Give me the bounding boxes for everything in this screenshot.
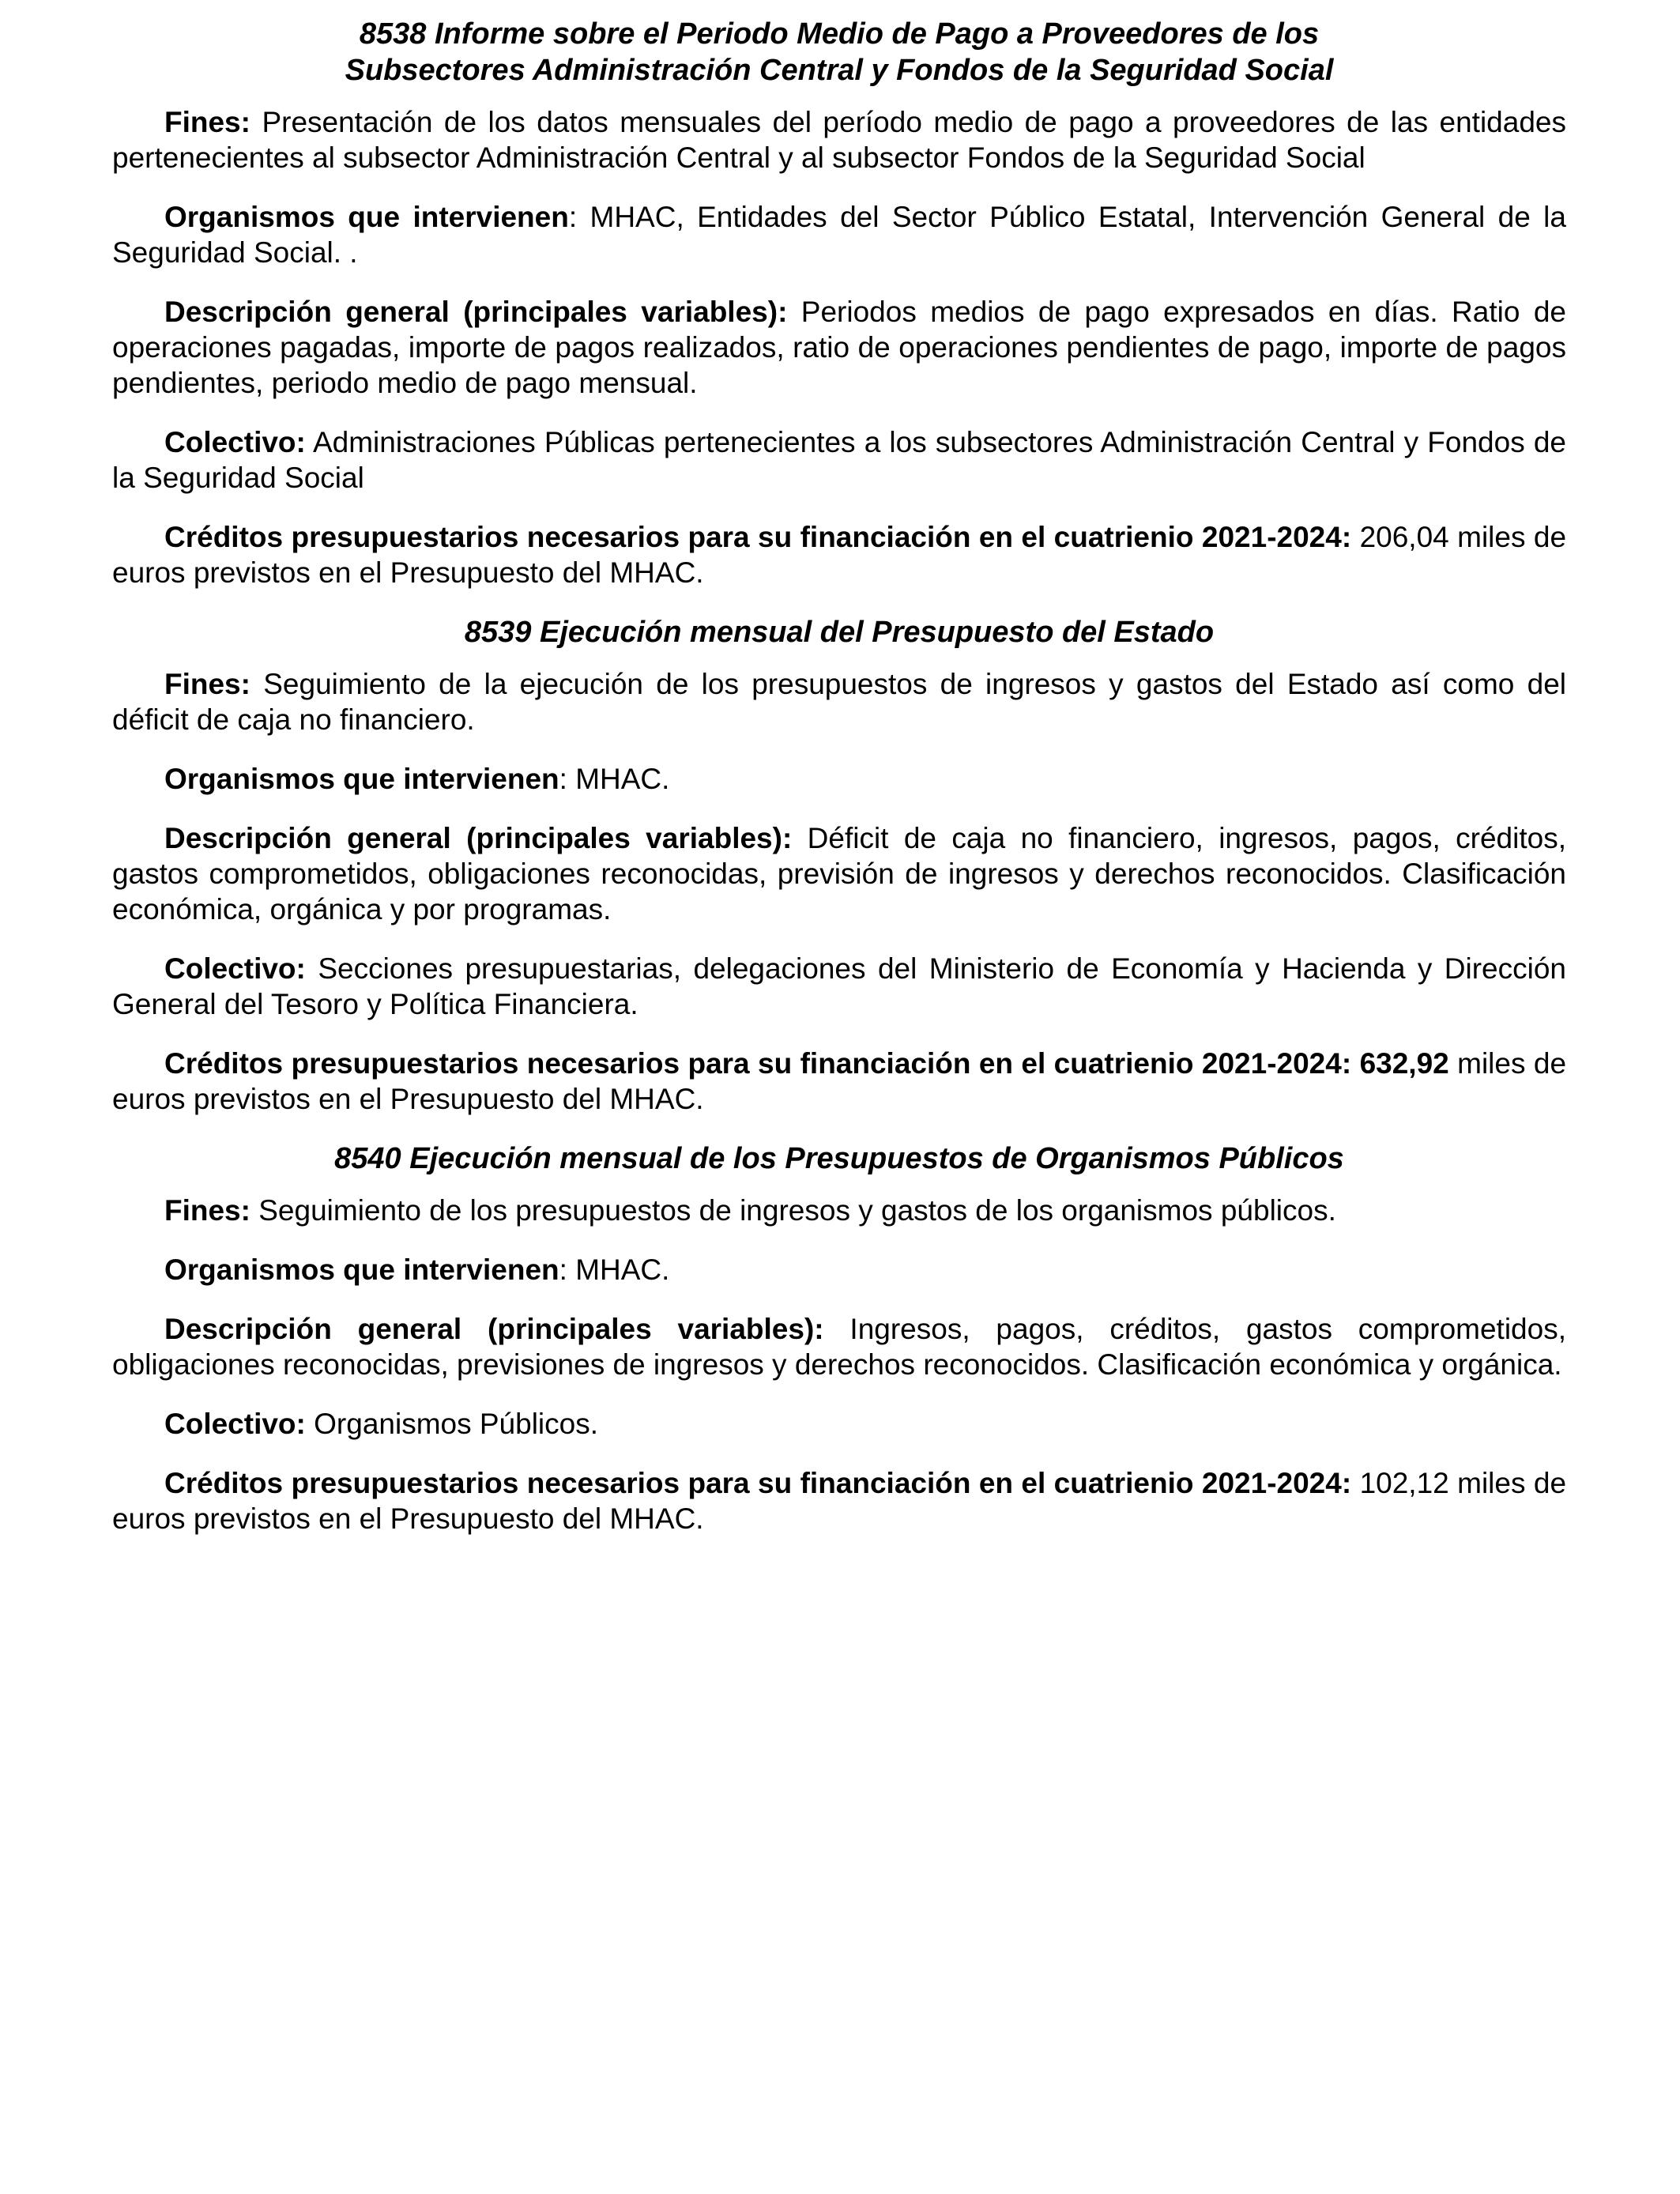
colectivo-paragraph [112, 1406, 1566, 1442]
section-title-line: 8540 Ejecución mensual de los Presupuestos de Organismos Públicos [334, 1142, 1344, 1175]
section-8539 [112, 614, 1566, 1117]
organismos-text: : MHAC. [559, 1253, 670, 1286]
descripcion-paragraph [112, 820, 1566, 927]
colectivo-paragraph [112, 951, 1566, 1022]
fines-paragraph [112, 104, 1566, 175]
creditos-amount: 206,04 [1359, 521, 1449, 553]
creditos-amount: 102,12 [1359, 1467, 1449, 1499]
organismos-text: : MHAC, Entidades del Sector Público Estatal, Intervención General de la Seguridad Social. . [112, 201, 1566, 269]
fines-label: Fines: [164, 106, 250, 138]
creditos-label: Créditos presupuestarios necesarios para su financiación en el cuatrienio 2021-2024: [164, 1047, 1352, 1080]
organismos-label: Organismos que intervienen [164, 763, 559, 795]
creditos-label: Créditos presupuestarios necesarios para su financiación en el cuatrienio 2021-2024: [164, 521, 1352, 553]
organismos-paragraph [112, 761, 1566, 797]
fines-label: Fines: [164, 1194, 250, 1227]
fines-text: Seguimiento de los presupuestos de ingresos y gastos de los organismos públicos. [258, 1194, 1336, 1227]
creditos-label: Créditos presupuestarios necesarios para su financiación en el cuatrienio 2021-2024: [164, 1467, 1352, 1499]
fines-text: Presentación de los datos mensuales del período medio de pago a proveedores de las entidades pertenecientes al subsector Administración Central y al subsector Fondos de la Seguridad Social [112, 106, 1566, 174]
descripcion-text: Ingresos, pagos, créditos, gastos comprometidos, obligaciones reconocidas, previsiones de ingresos y derechos reconocidos. Clasificación económica y orgánica. [112, 1313, 1566, 1381]
fines-paragraph [112, 1193, 1566, 1228]
section-title [112, 16, 1566, 89]
organismos-paragraph [112, 1252, 1566, 1287]
descripcion-text: Periodos medios de pago expresados en días. Ratio de operaciones pagadas, importe de pagos realizados, ratio de operaciones pendientes de pago, importe de pagos pendientes, periodo medio de pago mensual. [112, 296, 1566, 399]
fines-label: Fines: [164, 668, 250, 700]
organismos-label: Organismos que intervienen [164, 201, 569, 233]
organismos-paragraph [112, 199, 1566, 270]
colectivo-text: Administraciones Públicas pertenecientes a los subsectores Administración Central y Fondos de la Seguridad Social [112, 426, 1566, 494]
descripcion-label: Descripción general (principales variables): [164, 822, 793, 854]
section-8540 [112, 1140, 1566, 1536]
descripcion-paragraph [112, 294, 1566, 401]
colectivo-label: Colectivo: [164, 952, 306, 985]
colectivo-label: Colectivo: [164, 426, 306, 458]
section-title [112, 1140, 1566, 1177]
organismos-label: Organismos que intervienen [164, 1253, 559, 1286]
section-title-line: 8538 Informe sobre el Periodo Medio de Pago a Proveedores de los [359, 17, 1320, 51]
descripcion-label: Descripción general (principales variables): [164, 1313, 824, 1345]
section-title-line: Subsectores Administración Central y Fondos de la Seguridad Social [345, 54, 1334, 87]
fines-paragraph [112, 666, 1566, 737]
creditos-text: miles de euros previstos en el Presupuesto del MHAC. [112, 1047, 1567, 1115]
creditos-amount: 632,92 [1359, 1047, 1449, 1080]
section-8538 [112, 16, 1566, 590]
colectivo-text: Secciones presupuestarias, delegaciones del Ministerio de Economía y Hacienda y Dirección General del Tesoro y Política Financiera. [112, 952, 1567, 1020]
creditos-paragraph [112, 1046, 1566, 1117]
colectivo-label: Colectivo: [164, 1408, 306, 1440]
document-page [112, 16, 1566, 1560]
colectivo-text: Organismos Públicos. [314, 1408, 599, 1440]
creditos-paragraph [112, 1465, 1566, 1536]
colectivo-paragraph [112, 424, 1566, 496]
section-title [112, 614, 1566, 650]
creditos-text: miles de euros previstos en el Presupuesto del MHAC. [112, 1467, 1567, 1535]
fines-text: Seguimiento de la ejecución de los presupuestos de ingresos y gastos del Estado así como del déficit de caja no financiero. [112, 668, 1566, 736]
section-title-line: 8539 Ejecución mensual del Presupuesto del Estado [464, 616, 1215, 649]
creditos-paragraph [112, 519, 1566, 590]
organismos-text: : MHAC. [559, 763, 670, 795]
descripcion-label: Descripción general (principales variables): [164, 296, 788, 328]
descripcion-text: Déficit de caja no financiero, ingresos, pagos, créditos, gastos comprometidos, obligaciones reconocidas, previsión de ingresos y derechos reconocidos. Clasificación económica, orgánica y por programas. [112, 822, 1566, 925]
descripcion-paragraph [112, 1311, 1566, 1382]
creditos-text: miles de euros previstos en el Presupuesto del MHAC. [112, 521, 1567, 589]
